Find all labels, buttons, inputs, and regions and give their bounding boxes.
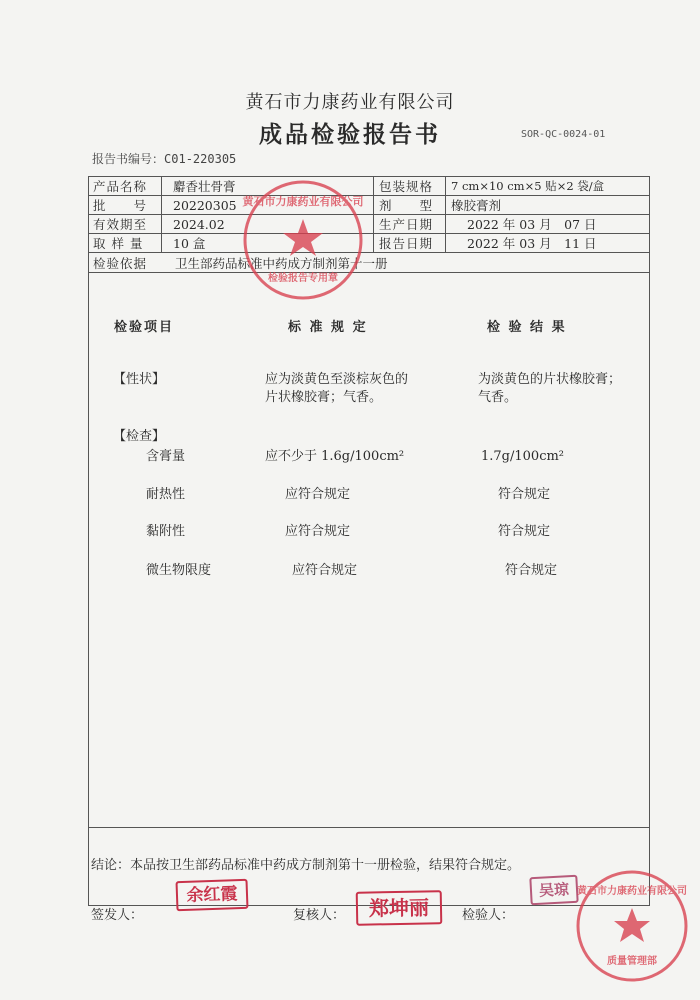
column-header-item: 检验项目 <box>114 320 175 335</box>
test-result: 符合规定 <box>498 524 551 539</box>
basis-value: 卫生部药品标准中药成方制剂第十一册 <box>175 256 388 271</box>
document-number: SOR-QC-0024-01 <box>521 129 606 140</box>
svg-text:黄石市力康药业有限公司: 黄石市力康药业有限公司 <box>242 195 364 208</box>
row-divider <box>89 214 649 215</box>
sample-qty-label: 取 样 量 <box>93 236 144 251</box>
sample-qty-value: 10 盒 <box>173 236 206 251</box>
expiry-value: 2024.02 <box>173 217 225 232</box>
company-seal <box>238 175 368 305</box>
character-standard-line1: 应为淡黄色至淡棕灰色的 <box>265 372 409 387</box>
col-divider <box>161 177 162 253</box>
qa-department-seal <box>572 866 692 986</box>
character-standard-line2: 片状橡胶膏；气香。 <box>265 390 383 405</box>
issuer-name-stamp: 余红霞 <box>175 879 248 911</box>
product-name-value: 麝香壮骨膏 <box>173 179 236 194</box>
reviewer-label: 复核人： <box>293 908 346 923</box>
product-name-label: 产品名称 <box>93 179 148 194</box>
report-number-value: C01-220305 <box>164 152 237 166</box>
report-title: 成品检验报告书 <box>259 121 441 148</box>
expiry-label: 有效期至 <box>93 217 148 232</box>
production-date-value: 2022 年 03 月 07 日 <box>467 217 597 232</box>
reviewer-name-stamp: 郑坤丽 <box>356 890 443 925</box>
test-item: 含膏量 <box>146 449 186 464</box>
character-result-line2: 气香。 <box>478 390 518 405</box>
row-divider <box>89 195 649 196</box>
test-standard: 应符合规定 <box>285 524 351 539</box>
column-header-result: 检 验 结 果 <box>487 320 567 335</box>
character-section-label: 【性状】 <box>113 372 166 387</box>
report-date-label: 报告日期 <box>379 236 434 251</box>
test-item: 微生物限度 <box>146 563 212 578</box>
packaging-label: 包装规格 <box>379 179 434 194</box>
test-result: 符合规定 <box>498 487 551 502</box>
row-divider <box>89 233 649 234</box>
test-standard: 应符合规定 <box>285 487 351 502</box>
conclusion-divider <box>89 827 649 828</box>
character-result-line1: 为淡黄色的片状橡胶膏； <box>478 372 622 387</box>
batch-value: 20220305 <box>173 198 237 213</box>
batch-label: 批 号 <box>93 198 148 213</box>
test-result: 1.7g/100cm² <box>481 449 565 464</box>
col-divider <box>373 177 374 253</box>
col-divider <box>445 177 446 253</box>
report-number <box>92 150 236 167</box>
basis-label: 检验依据 <box>93 256 148 271</box>
svg-text:黄石市力康药业有限公司: 黄石市力康药业有限公司 <box>577 886 687 897</box>
svg-text:检验报告专用章: 检验报告专用章 <box>268 273 338 284</box>
production-date-label: 生产日期 <box>379 217 434 232</box>
report-date-value: 2022 年 03 月 11 日 <box>467 236 597 251</box>
test-standard: 应符合规定 <box>292 563 358 578</box>
inspector-label: 检验人： <box>462 908 515 923</box>
dosage-form-value: 橡胶膏剂 <box>451 198 502 213</box>
test-item: 耐热性 <box>146 487 186 502</box>
row-divider <box>89 252 649 253</box>
test-result: 符合规定 <box>505 563 558 578</box>
column-header-standard: 标 准 规 定 <box>288 320 368 335</box>
dosage-form-label: 剂 型 <box>379 198 434 213</box>
company-name: 黄石市力康药业有限公司 <box>245 92 455 113</box>
report-number-label: 报告书编号： <box>92 152 165 166</box>
svg-text:质量管理部: 质量管理部 <box>607 956 657 967</box>
test-standard: 应不少于 1.6g/100cm² <box>265 449 405 464</box>
inspector-name-stamp: 吴琼 <box>529 875 578 905</box>
row-divider <box>89 272 649 273</box>
conclusion-text: 结论：本品按卫生部药品标准中药成方制剂第十一册检验，结果符合规定。 <box>91 858 521 873</box>
inspection-section-label: 【检查】 <box>113 429 166 444</box>
issuer-label: 签发人： <box>91 908 144 923</box>
packaging-value: 7 cm×10 cm×5 贴×2 袋/盒 <box>451 179 605 193</box>
test-item: 黏附性 <box>146 524 186 539</box>
